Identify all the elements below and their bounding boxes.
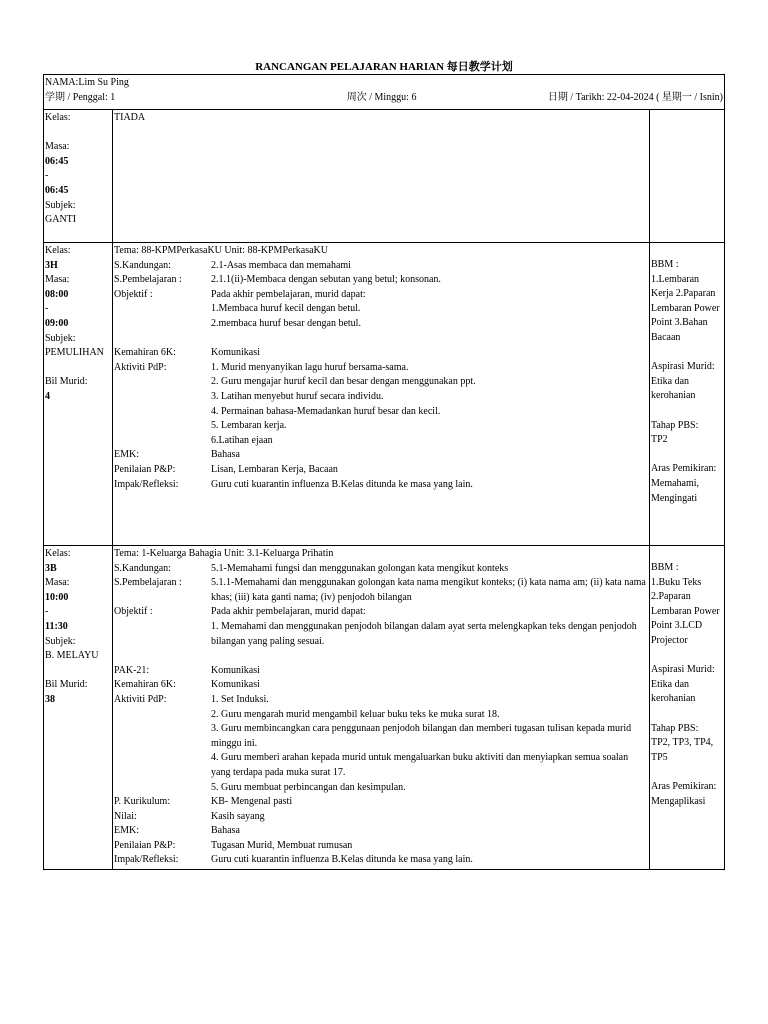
- row-value: 2.1.1(ii)-Membaca dengan sebutan yang betul; konsonan.: [211, 274, 441, 286]
- bil-murid-value: 38: [45, 693, 55, 705]
- subjek-label: Subjek:: [45, 199, 76, 211]
- row-value: 2.membaca huruf besar dengan betul.: [211, 317, 361, 329]
- row-value: 1.Membaca huruf kecil dengan betul.: [211, 303, 361, 315]
- row-value: Pada akhir pembelajaran, murid dapat:: [211, 606, 366, 618]
- row-value: 4. Permainan bahasa-Memadankan huruf besar dan kecil.: [211, 405, 441, 417]
- bil-murid-value: 4: [45, 390, 50, 402]
- session-resources: [650, 546, 725, 870]
- masa-start: 06:45: [45, 155, 69, 167]
- content-row: [114, 302, 648, 317]
- row-key: S.Kandungan:: [114, 259, 171, 271]
- content-row: [114, 390, 648, 405]
- content-row: [114, 839, 648, 854]
- row-value: 3. Guru membincangkan cara penggunaan penjodoh bilangan dan memberi tugasan tulisan kepada murid minggu ini.: [211, 723, 632, 749]
- row-value: Kasih sayang: [211, 810, 265, 822]
- masa-label: Masa:: [45, 577, 70, 589]
- row-key: [114, 419, 211, 434]
- masa-dash: -: [45, 303, 49, 315]
- teacher-name: NAMA:Lim Su Ping: [45, 77, 129, 88]
- subjek-value: B. MELAYU: [45, 650, 99, 662]
- masa-end: 06:45: [45, 184, 69, 196]
- content-row: [114, 824, 648, 839]
- session-resources: [650, 110, 725, 243]
- week-label: 周次 / Minggu: 6: [346, 91, 417, 103]
- row-key: Impak/Refleksi:: [114, 478, 179, 490]
- row-value: KB- Mengenal pasti: [211, 796, 293, 808]
- content-row: [114, 620, 648, 649]
- row-value: Guru cuti kuarantin influenza B.Kelas ditunda ke masa yang lain.: [211, 854, 473, 866]
- masa-end: 11:30: [45, 620, 68, 632]
- content-row: [114, 332, 648, 347]
- content-row: [114, 853, 648, 868]
- row-value: 1. Set Induksi.: [211, 693, 269, 705]
- row-key: [114, 708, 211, 723]
- row-value: 5. Lembaran kerja.: [211, 420, 287, 432]
- row-key: [114, 375, 211, 390]
- row-value: 5.1.1-Memahami dan menggunakan golongan kata nama mengikut konteks; (i) kata nama am; (ii) kata nama khas; (iii) kata ganti nama; (iv) penjodoh bilangan: [211, 577, 646, 603]
- row-value: Lisan, Lembaran Kerja, Bacaan: [211, 463, 338, 475]
- aras-label: Aras Pemikiran:: [651, 780, 717, 792]
- aspirasi-label: Aspirasi Murid:: [651, 361, 715, 373]
- kelas-label: Kelas:: [45, 245, 71, 256]
- row-key: Penilaian P&P:: [114, 839, 176, 851]
- content-row: [114, 463, 648, 478]
- session-content: [113, 243, 650, 546]
- content-row: [114, 448, 648, 463]
- session-row: [44, 110, 725, 243]
- row-key: Nilai:: [114, 810, 137, 822]
- content-row: [114, 346, 648, 361]
- content-row: [114, 678, 648, 693]
- pbs-label: Tahap PBS:: [651, 419, 699, 431]
- content-rows: [114, 259, 648, 493]
- page-title: RANCANGAN PELAJARAN HARIAN 每日教学计划: [255, 61, 513, 73]
- row-key: Impak/Refleksi:: [114, 854, 179, 866]
- content-rows: [114, 562, 648, 868]
- row-value: [211, 332, 648, 347]
- masa-dash: -: [45, 606, 49, 618]
- row-value: 1. Murid menyanyikan lagu huruf bersama-sama.: [211, 361, 409, 373]
- masa-label: Masa:: [45, 141, 70, 153]
- pbs-value: TP2, TP3, TP4, TP5: [651, 737, 714, 763]
- content-row: [114, 664, 648, 679]
- row-key: S.Kandungan:: [114, 562, 171, 574]
- content-row: [114, 722, 648, 751]
- content-row: [114, 419, 648, 434]
- row-key: Aktiviti PdP:: [114, 361, 167, 373]
- aspirasi-label: Aspirasi Murid:: [651, 664, 715, 676]
- masa-start: 10:00: [45, 591, 69, 603]
- subjek-value: PEMULIHAN: [45, 347, 104, 359]
- aras-value: Memahami, Mengingati: [651, 477, 700, 504]
- content-row: [114, 751, 648, 780]
- date-label: 日期 / Tarikh: 22-04-2024 ( 星期一 / Isnin): [547, 91, 724, 103]
- aspirasi-value: Etika dan kerohanian: [651, 375, 696, 402]
- session-info: [44, 546, 113, 870]
- header-row: [44, 75, 725, 110]
- row-key: EMK:: [114, 825, 139, 837]
- bbm-label: BBM :: [651, 259, 679, 270]
- row-key: EMK:: [114, 449, 139, 461]
- row-value: [211, 649, 648, 664]
- content-row: [114, 478, 648, 493]
- subjek-value: GANTI: [45, 214, 77, 226]
- content-row: [114, 649, 648, 664]
- content-row: [114, 288, 648, 303]
- row-key: [114, 649, 211, 664]
- session-content: [113, 110, 650, 243]
- tema-line: Tema: 88-KPMPerkasaKU Unit: 88-KPMPerkasaKU: [114, 245, 328, 256]
- aras-value: Mengaplikasi: [651, 795, 706, 807]
- row-value: 3. Latihan menyebut huruf secara individu.: [211, 390, 384, 402]
- content-row: [114, 405, 648, 420]
- row-value: 6.Latihan ejaan: [211, 434, 273, 446]
- content-row: [114, 361, 648, 376]
- content-row: [114, 259, 648, 274]
- aras-label: Aras Pemikiran:: [651, 463, 717, 475]
- kelas-value: 3B: [45, 562, 57, 574]
- content-row: [114, 375, 648, 390]
- content-row: [114, 795, 648, 810]
- session-info: [44, 110, 113, 243]
- bil-murid-label: Bil Murid:: [45, 376, 88, 388]
- content-row: [114, 273, 648, 288]
- content-row: [114, 708, 648, 723]
- row-key: S.Pembelajaran :: [114, 577, 182, 589]
- row-key: Objektif :: [114, 606, 153, 618]
- term-label: 学期 / Penggal: 1: [45, 91, 116, 103]
- row-key: PAK-21:: [114, 664, 150, 676]
- row-key: [114, 722, 211, 751]
- session-content: [113, 546, 650, 870]
- aspirasi-value: Etika dan kerohanian: [651, 678, 696, 705]
- session-row: [44, 546, 725, 870]
- row-key: Aktiviti PdP:: [114, 693, 167, 705]
- row-key: [114, 317, 211, 332]
- content-row: [114, 576, 648, 605]
- content-row: [114, 693, 648, 708]
- pbs-value: TP2: [651, 434, 668, 446]
- bbm-label: BBM :: [651, 562, 679, 573]
- row-value: Komunikasi: [211, 347, 260, 359]
- lesson-plan-table: [43, 74, 725, 870]
- row-value: 2.1-Asas membaca dan memahami: [211, 259, 351, 271]
- row-value: Tugasan Murid, Membuat rumusan: [211, 839, 353, 851]
- pbs-label: Tahap PBS:: [651, 722, 699, 734]
- content-row: [114, 605, 648, 620]
- session-row: [44, 243, 725, 546]
- row-value: 1. Memahami dan menggunakan penjodoh bilangan dalam ayat serta melengkapkan teks dengan penjodoh bilangan yang paling sesuai.: [211, 620, 637, 647]
- subjek-label: Subjek:: [45, 332, 76, 344]
- session-resources: [650, 243, 725, 546]
- content-text: TIADA: [114, 112, 146, 123]
- content-row: [114, 810, 648, 825]
- kelas-value: 3H: [45, 259, 58, 271]
- row-value: 2. Guru mengajar huruf kecil dan besar dengan menggunakan ppt.: [211, 376, 476, 388]
- row-key: S.Pembelajaran :: [114, 274, 182, 286]
- masa-start: 08:00: [45, 288, 69, 300]
- masa-end: 09:00: [45, 317, 69, 329]
- row-value: Pada akhir pembelajaran, murid dapat:: [211, 288, 366, 300]
- row-key: [114, 390, 211, 405]
- row-key: [114, 751, 211, 780]
- row-key: [114, 405, 211, 420]
- row-value: Bahasa: [211, 825, 240, 837]
- bbm-value: 1.Lembaran Kerja 2.Paparan Lembaran Power Point 3.Bahan Bacaan: [651, 273, 720, 343]
- kelas-label: Kelas:: [45, 112, 71, 123]
- row-value: 5. Guru membuat perbincangan dan kesimpulan.: [211, 781, 406, 793]
- row-key: P. Kurikulum:: [114, 796, 171, 808]
- row-value: 5.1-Memahami fungsi dan menggunakan golongan kata mengikut konteks: [211, 562, 509, 574]
- bbm-value: 1.Buku Teks 2.Paparan Lembaran Power Point 3.LCD Projector: [651, 576, 720, 646]
- row-value: Guru cuti kuarantin influenza B.Kelas ditunda ke masa yang lain.: [211, 478, 473, 490]
- row-key: Objektif :: [114, 288, 153, 300]
- row-key: Kemahiran 6K:: [114, 347, 176, 359]
- row-key: [114, 620, 211, 649]
- subjek-label: Subjek:: [45, 635, 76, 647]
- row-key: Kemahiran 6K:: [114, 679, 176, 691]
- row-value: Bahasa: [211, 449, 240, 461]
- masa-label: Masa:: [45, 274, 70, 286]
- row-key: [114, 302, 211, 317]
- row-value: 4. Guru memberi arahan kepada murid untuk mengaluarkan buku aktiviti dan menyiapkan semua soalan yang terdapa pada muka surat 17.: [211, 752, 629, 778]
- tema-line: Tema: 1-Keluarga Bahagia Unit: 3.1-Keluarga Prihatin: [114, 548, 334, 559]
- kelas-label: Kelas:: [45, 548, 71, 559]
- masa-dash: -: [45, 170, 49, 182]
- session-info: [44, 243, 113, 546]
- row-key: [114, 434, 211, 449]
- bil-murid-label: Bil Murid:: [45, 679, 88, 691]
- row-key: [114, 332, 211, 347]
- row-key: [114, 781, 211, 796]
- row-key: Penilaian P&P:: [114, 463, 176, 475]
- content-row: [114, 434, 648, 449]
- content-row: [114, 562, 648, 577]
- content-row: [114, 781, 648, 796]
- row-value: Komunikasi: [211, 664, 260, 676]
- row-value: 2. Guru mengarah murid mengambil keluar buku teks ke muka surat 18.: [211, 708, 500, 720]
- row-value: Komunikasi: [211, 679, 260, 691]
- content-row: [114, 317, 648, 332]
